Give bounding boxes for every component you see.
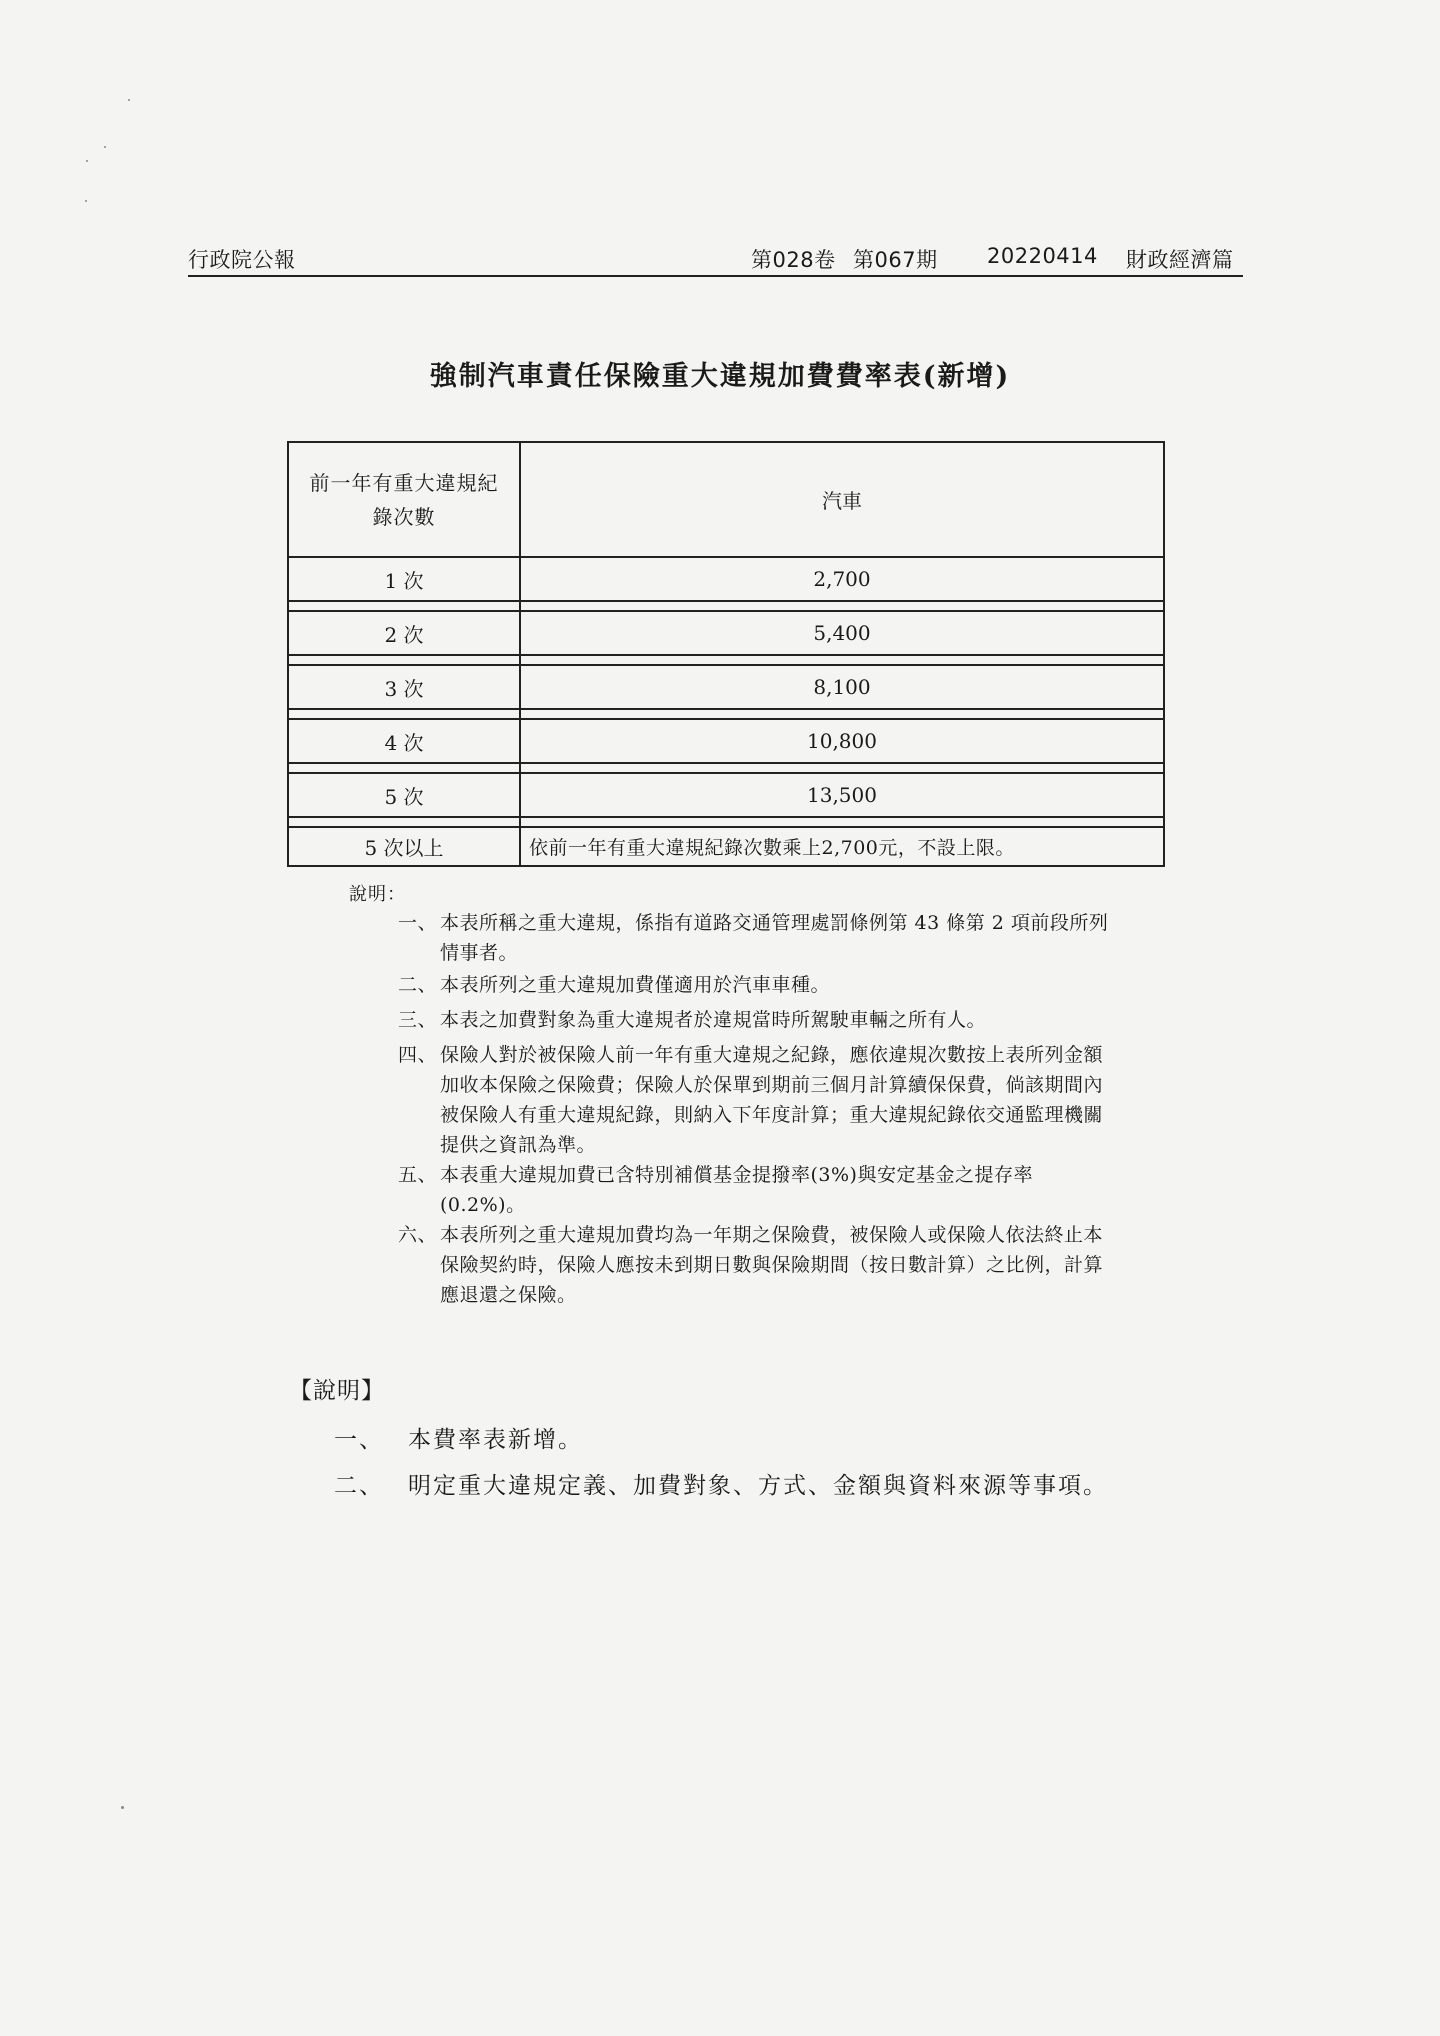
volume-number: 第028卷: [751, 248, 836, 272]
remark-item: [334, 1421, 583, 1454]
remark-item: [334, 1467, 1108, 1500]
remark-number: 一、: [334, 1427, 384, 1453]
note-number: 四、: [398, 1044, 438, 1066]
table-rule: [289, 654, 1163, 656]
row-amount-5: 13,500: [807, 783, 877, 807]
gazette-header: [188, 243, 1243, 277]
note-number: 二、: [398, 974, 438, 996]
row-amount-2: 5,400: [813, 621, 871, 645]
remark-number: 二、: [334, 1473, 384, 1499]
note-number: 六、: [398, 1224, 438, 1246]
document-title: 強制汽車責任保險重大違規加費費率表(新增): [429, 361, 1011, 392]
table-header-vehicle: 汽車: [822, 489, 862, 513]
note-text: 本表所列之重大違規加費均為一年期之保險費，被保險人或保險人依法終止本保險契約時，保險人應按未到期日數與保險期間（按日數計算）之比例，計算應退還之保險。: [440, 1224, 1104, 1306]
table-rule: [289, 816, 1163, 818]
row-count-1: 1 次: [384, 568, 424, 593]
note-number: 一、: [398, 912, 438, 934]
note-number: 五、: [398, 1164, 438, 1186]
table-rule: [289, 600, 1163, 602]
scan-speck: [104, 146, 106, 148]
note-number: 三、: [398, 1009, 438, 1031]
remark-text: 本費率表新增。: [408, 1427, 583, 1453]
remarks-title: 【說明】: [289, 1378, 385, 1404]
row-amount-4: 10,800: [807, 729, 877, 753]
row-count-5: 5 次: [384, 784, 424, 809]
scan-speck: [121, 1806, 124, 1809]
note-item: [398, 1160, 1118, 1220]
scan-speck: [85, 200, 87, 202]
row-count-2: 2 次: [384, 622, 424, 647]
table-rule: [289, 762, 1163, 764]
note-item: [398, 1040, 1118, 1160]
note-item: [398, 908, 1118, 968]
notes-label: 說明：: [349, 884, 406, 905]
note-item: [398, 1005, 1118, 1035]
note-text: 保險人對於被保險人前一年有重大違規之紀錄，應依違規次數按上表所列金額加收本保險之保險費；保險人於保單到期前三個月計算續保保費，倘該期間內被保險人有重大違規紀錄，則納入下年度計算；重大違規紀錄依交通監理機關提供之資訊為準。: [440, 1044, 1104, 1156]
row-count-3: 3 次: [384, 676, 424, 701]
header-line-2: 錄次數: [372, 504, 436, 529]
table-header-violation-count: [289, 443, 519, 556]
row-count-4: 4 次: [384, 730, 424, 755]
note-text: 本表所稱之重大違規，係指有道路交通管理處罰條例第 43 條第 2 項前段所列情事者。: [440, 912, 1109, 964]
note-text: 本表所列之重大違規加費僅適用於汽車車種。: [440, 974, 831, 996]
remark-text: 明定重大違規定義、加費對象、方式、金額與資料來源等事項。: [408, 1473, 1108, 1499]
surcharge-rate-table: [287, 441, 1165, 867]
publication-date: 20220414: [987, 244, 1098, 268]
row-amount-3: 8,100: [813, 675, 871, 699]
section-name: 財政經濟篇: [1126, 248, 1234, 272]
note-text: 本表重大違規加費已含特別補償基金提撥率(3%)與安定基金之提存率(0.2%)。: [440, 1164, 1033, 1216]
note-text: 本表之加費對象為重大違規者於違規當時所駕駛車輛之所有人。: [440, 1009, 987, 1031]
row-amount-1: 2,700: [813, 567, 871, 591]
issue-number: 第067期: [853, 248, 938, 272]
scan-speck: [128, 99, 130, 101]
header-line-1: 前一年有重大違規紀: [309, 470, 499, 495]
row-count-over-5: 5 次以上: [364, 836, 444, 860]
row-amount-over-5: 依前一年有重大違規紀錄次數乘上2,700元，不設上限。: [529, 837, 1015, 859]
table-rule: [289, 708, 1163, 710]
scan-speck: [86, 160, 88, 162]
publication-name: 行政院公報: [188, 248, 296, 272]
note-item: [398, 970, 1118, 1000]
note-item: [398, 1220, 1118, 1310]
